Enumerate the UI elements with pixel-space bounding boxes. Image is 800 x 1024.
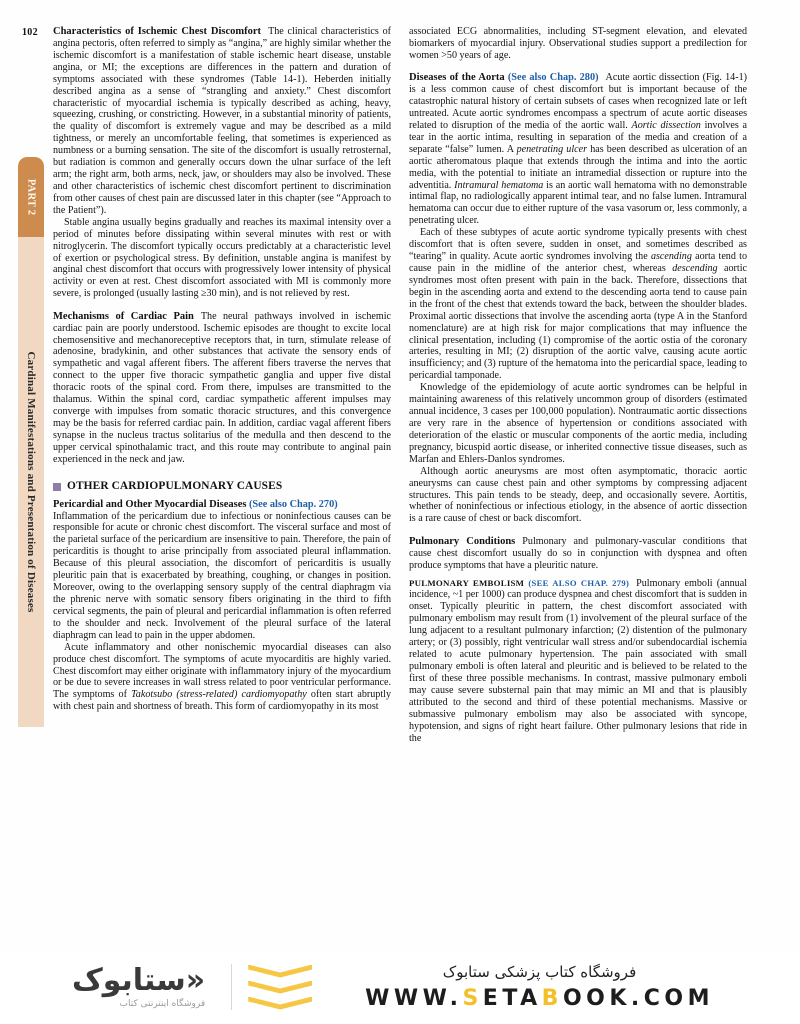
chevron-icon (248, 965, 312, 978)
italic-intramural-hematoma: Intramural hematoma (454, 179, 544, 191)
watermark-url[interactable] (365, 986, 714, 1011)
body-text: involves a tear in the aortic intima, resulting in separation of the media and creation of a separate “false” lumen. A (409, 119, 747, 155)
a-head-other-cardiopulmonary-causes (53, 481, 391, 493)
paragraph-epidemiology: Knowledge of the epidemiology of acute aortic syndromes can be helpful in maintaining awareness of this relatively uncommon group of disorders (estimated annual incidence, 3 cases per 100,000 population). Nontraumatic aortic dissections are very rare in the absence of hypertension or conditions associated with deterioration of the elastic or muscular components of the aortic media, including pregnancy, bicuspid aortic disease, or inherited connective tissue diseases, such as Marfan and Ehlers-Danlos syndromes. (409, 382, 747, 465)
paragraph-stable-angina: Stable angina usually begins gradually and reaches its maximal intensity over a period of minutes before dissipating within several minutes with rest or with nitroglycerin. The discomfort typically occurs predictably at a characteristic level of exertion or psychological stress. By definition, unstable angina is manifest by anginal chest discomfort that occurs with progressively lower intensity of physical activity or even at rest. Chest discomfort associated with MI is commonly more severe, is prolonged (usually lasting ≥30 min), and is not relieved by rest. (53, 216, 391, 300)
paragraph-ecg-abnormalities: associated ECG abnormalities, including ST-segment elevation, and elevated biomarkers of myocardial injury. Observational studies support a predilection for women >50 years of age. (409, 26, 747, 61)
body-text: The clinical characteristics of angina pectoris, often referred to simply as “angina,” are highly similar whether the ischemic discomfort is a manifestation of stable ischemic heart disease, unstable angina, or MI; the exceptions are differences in the pattern and duration of symptoms associated with these syndromes (Table 14-1). Heberden initially described angina as a sense of “strangling and anxiety.” Chest discomfort characteristic of myocardial ischemia is typically described as aching, heavy, squeezing, crushing, or constricting. However, in a substantial minority of patients, the quality of discomfort is extremely vague and may be described as a mild tightness, or merely an uncomfortable feeling, that sometimes is experienced as numbness or a burning sensation. The site of the discomfort is usually retrosternal, but radiation is common and generally occurs down the ulnar surface of the left arm; the right arm, both arms, neck, jaw, or shoulders may also be involved. These and other characteristics of ischemic chest discomfort pertinent to discrimination from other causes of chest pain are discussed later in this chapter (see “Approach to the Patient”). (53, 26, 392, 216)
section-pulmonary-embolism (409, 578, 747, 745)
italic-ascending: ascending (650, 251, 692, 263)
chevron-icon (248, 997, 312, 1010)
url-s: S (462, 986, 483, 1012)
section-label: Cardinal Manifestations and Presentation of Diseases (25, 351, 37, 613)
section-mechanisms-cardiac-pain (53, 311, 391, 466)
part-label: PART 2 (25, 178, 37, 216)
runin-head-pulmonary-embolism: PULMONARY EMBOLISM (409, 577, 525, 588)
body-text: aortic syndromes most often present with pain in the back. Therefore, dissections that begin in the ascending aorta and extend to the descending aorta tend to cause pain in the front of the chest that extends toward the back, between the shoulder blades. Proximal aortic dissections that involve the ascending aorta (type A in the Stanford nomenclature) are at high risk for major complications that may influence the clinical presentation, including (1) compromise of the aortic ostia of the coronary arteries, resulting in MI; (2) disruption of the aortic valve, causing acute aortic insufficiency; and (3) rupture of the hematoma into the pericardial space, leading to pericardial tamponade. (409, 263, 747, 382)
setabook-wordmark-persian (72, 962, 206, 998)
italic-aortic-dissection: Aortic dissection (631, 119, 701, 131)
url-b: B (541, 986, 563, 1012)
runin-head-aorta: Diseases of the Aorta (409, 72, 505, 84)
page-number: 102 (22, 27, 38, 38)
section-pericardial-myocardial (53, 499, 391, 511)
italic-takotsubo: Takotsubo (stress-related) cardiomyopathy (131, 689, 307, 701)
body-text: Pulmonary and pulmonary-vascular conditions that cause chest discomfort usually do so in conjunction with dyspnea and often produce symptoms that have a pleuritic nature. (409, 535, 747, 571)
chevron-stack-icon (248, 965, 312, 1010)
setabook-wordmark-subtitle: فروشگاه اینترنتی کتاب (119, 998, 206, 1009)
chapter-crossref-link-280[interactable]: (See also Chap. 280) (507, 72, 599, 84)
setabook-wordmark-text: «ستابوک (72, 962, 206, 998)
paragraph-myocarditis (53, 642, 391, 714)
setabook-logo (72, 964, 312, 1010)
body-text: Acute inflammatory and other nonischemic myocardial diseases can also produce chest discomfort. The symptoms of acute myocarditis are highly varied. Chest discomfort may either originate with inflammatory injury of the myocardium or be due to severe increases in wall stress related to poor ventricular performance. The symptoms of (53, 641, 391, 701)
part-label-block (18, 157, 44, 237)
body-text: aorta tend to cause pain in the midline of the anterior chest, whereas (409, 251, 747, 275)
right-text-column (409, 26, 747, 744)
runin-head-pulmonary-conditions: Pulmonary Conditions (409, 535, 516, 547)
runin-head-characteristics: Characteristics of Ischemic Chest Discomfort (53, 26, 262, 37)
italic-descending: descending (672, 263, 718, 275)
watermark-banner (0, 950, 800, 1024)
chapter-crossref-link-279[interactable]: (SEE ALSO CHAP. 279) (528, 577, 630, 588)
watermark-text-block (365, 963, 714, 1012)
url-prefix: WWW. (365, 986, 463, 1012)
paragraph-acute-aortic-subtypes (409, 227, 747, 382)
section-diseases-of-aorta (409, 72, 747, 227)
body-text: Acute aortic dissection (Fig. 14-1) is a less common cause of chest discomfort but is important because of the catastrophic natural history of certain subsets of cases when recognized late or left untreated. Acute aortic syndromes encompass a spectrum of acute aortic diseases related to disruption of the media of the aortic wall. (409, 72, 748, 131)
chevron-icon (248, 981, 312, 994)
body-text: is an aortic wall hematoma with no demonstrable intimal flap, no radiologically apparent intimal tear, and no false lumen. Intramural hematoma can occur due to either rupture of the vasa vasorum or, less commonly, a penetrating ulcer. (409, 179, 747, 227)
square-bullet-icon (53, 483, 61, 491)
paragraph-aortic-aneurysms: Although aortic aneurysms are most often asymptomatic, thoracic aortic aneurysms can cause chest pain and other symptoms by compressing adjacent structures. This pain tends to be steady, deep, and occasionally severe. Aortitis, whether of noninfectious or infectious etiology, in the absence of aortic dissection is a rare cause of chest or back discomfort. (409, 465, 747, 525)
paragraph-pericarditis: Inflammation of the pericardium due to infectious or noninfectious causes can be responsible for acute or chronic chest discomfort. The visceral surface and most of the parietal surface of the pericardium are insensitive to pain. Therefore, the pain of pericarditis is thought to arise principally from associated pleural inflammation. Because of this pleural association, the discomfort of pericarditis is usually pleuritic pain that is exacerbated by breathing, coughing, or changes in position. Moreover, owing to the overlapping sensory supply of the central diaphragm via the phrenic nerve with somatic sensory fibers originating in the third to fifth cervical segments, the pain of pleural and pericardial inflammation is often referred to the shoulder and neck. Involvement of the pleural surface of the lateral diaphragm can lead to pain in the upper abdomen. (53, 510, 391, 641)
section-pulmonary-conditions (409, 536, 747, 572)
body-text: has been described as ulceration of an aortic atheromatous plaque that extends through the intima and into the aortic media, with the potential to initiate an intramedial dissection or rupture into the adventitia. (409, 143, 747, 191)
watermark-persian-title: فروشگاه کتاب پزشکی ستابوک (442, 962, 637, 981)
body-text: The neural pathways involved in ischemic cardiac pain are poorly understood. Ischemic episodes are thought to excite local chemosensitive and mechanoreceptive receptors that, in turn, stimulate release of adenosine, bradykinin, and other substances that activate the sensory ends of sympathetic and vagal afferent fibers. The afferent fibers traverse the nerves that connect to the upper five thoracic sympathetic ganglia and upper five distal thoracic roots of the spinal cord. From there, impulses are transmitted to the thalamus. Within the spinal cord, cardiac sympathetic afferent impulses may converge with impulses from somatic thoracic structures, and this convergence may be the basis for referred cardiac pain. In addition, cardiac vagal afferent fibers synapse in the nucleus tractus solitarius of the medulla and then descend to the upper cervical spinothalamic tract, and this route may contribute to anginal pain experienced in the neck and jaw. (53, 310, 391, 465)
url-suffix: OOK.COM (562, 986, 714, 1012)
section-label-block (18, 237, 44, 727)
italic-penetrating-ulcer: penetrating ulcer (516, 143, 588, 155)
part-thumb-tab (18, 157, 44, 727)
left-text-column (53, 26, 391, 713)
runin-head-mechanisms: Mechanisms of Cardiac Pain (53, 310, 194, 322)
logo-divider (231, 964, 232, 1010)
runin-head-pericardial: Pericardial and Other Myocardial Diseases (53, 498, 247, 510)
a-head-label: OTHER CARDIOPULMONARY CAUSES (67, 479, 283, 492)
setabook-wordmark (72, 962, 217, 1009)
url-eta: ETA (482, 986, 542, 1012)
body-text: Pulmonary emboli (annual incidence, ~1 per 1000) can produce dyspnea and chest discomfort that is sudden in onset. Typically pleuritic in pattern, the chest discomfort associated with pulmonary embolism may result from (1) involvement of the pleural surface of the lung adjacent to a resultant pulmonary infarction; (2) distention of the pulmonary artery; or (3) possibly, right ventricular wall stress and/or subendocardial ischemia related to acute pulmonary hypertension. The pain associated with small pulmonary emboli is often lateral and pleuritic and is believed to be related to the first of these three possible mechanisms. In contrast, massive pulmonary emboli may cause severe substernal pain that may mimic an MI and that is plausibly attributed to the second and third of these potential mechanisms. Massive or submassive pulmonary embolism may also be associated with syncope, hypotension, and signs of right heart failure. Other pulmonary lesions that ride in the (409, 577, 747, 744)
body-text: Each of these subtypes of acute aortic syndrome typically presents with chest discomfort that is often severe, sudden in onset, and sometimes described as “tearing” in quality. Acute aortic syndromes involving the (409, 227, 747, 263)
chapter-crossref-link-270[interactable]: (See also Chap. 270) (248, 498, 338, 510)
section-characteristics-ischemic (53, 26, 391, 217)
body-text: often start abruptly with chest pain and shortness of breath. This form of cardiomyopathy in its most (53, 689, 391, 713)
